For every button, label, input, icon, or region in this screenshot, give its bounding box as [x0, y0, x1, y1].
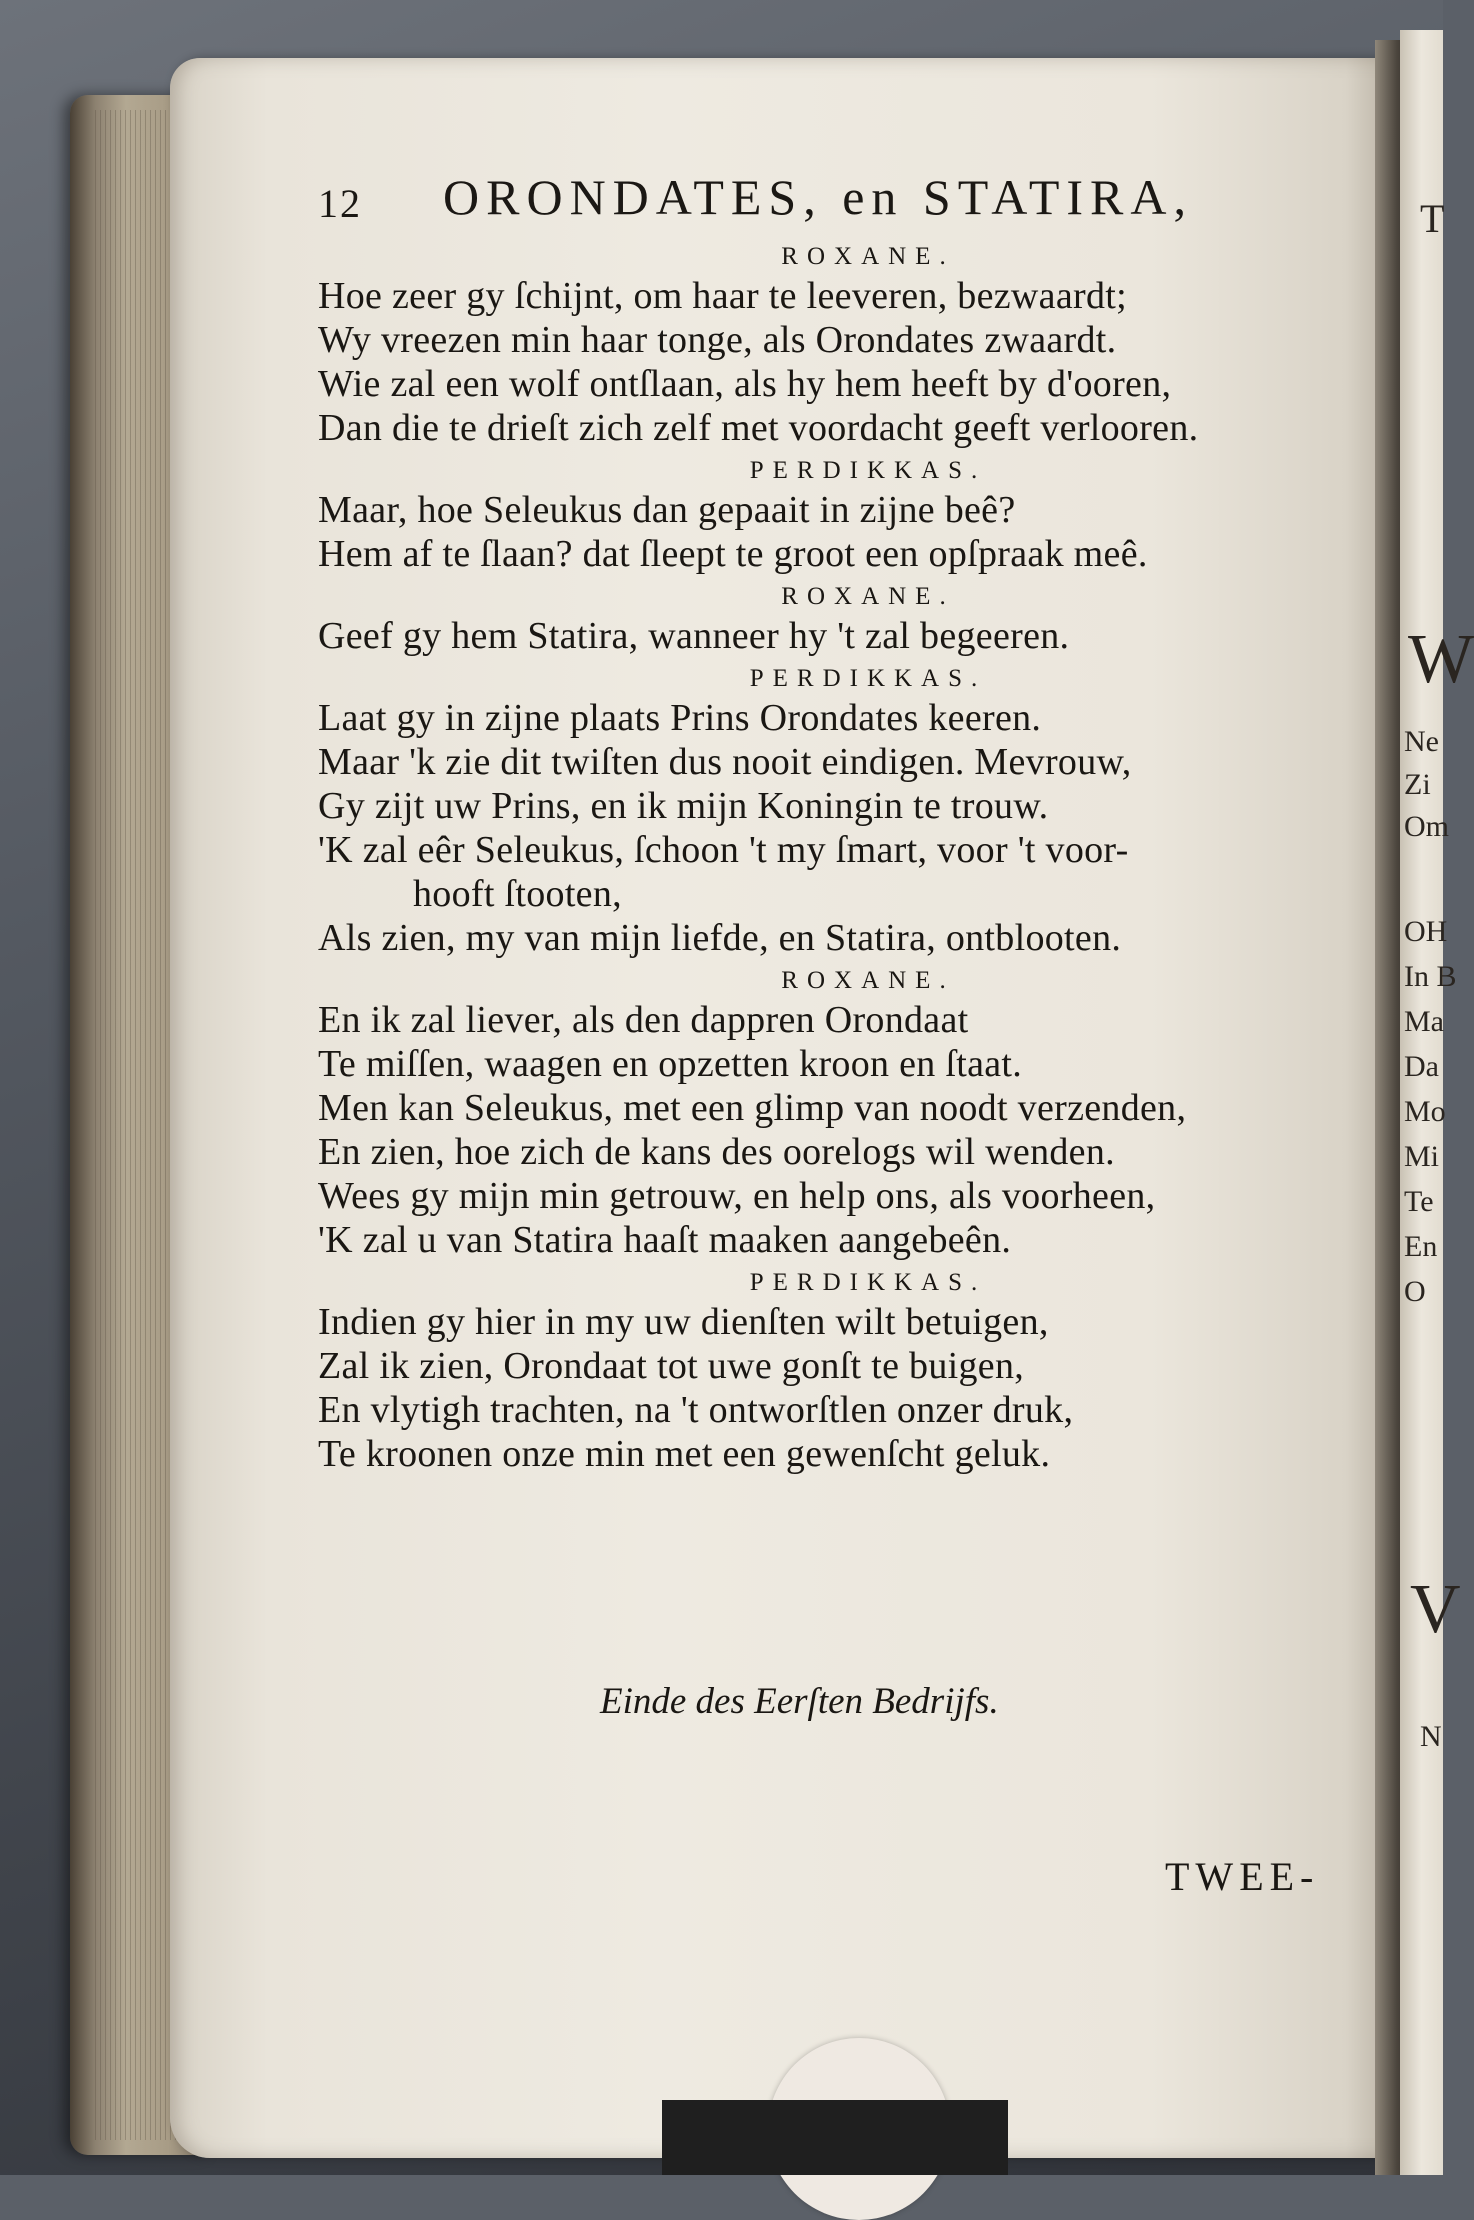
- verse-line: Geef gy hem Statira, wanneer hy 't zal begeeren.: [318, 615, 1070, 657]
- facing-fragment: N: [1420, 1720, 1442, 1753]
- facing-fragment: Te: [1404, 1185, 1434, 1218]
- verse-line: 'K zal u van Statira haaſt maaken aangebeên.: [318, 1219, 1012, 1261]
- facing-fragment: T: [1420, 196, 1445, 241]
- verse-line: Men kan Seleukus, met een glimp van noodt verzenden,: [318, 1087, 1187, 1129]
- catchword: TWEE-: [1165, 1854, 1320, 1899]
- facing-fragment: O: [1404, 1275, 1426, 1308]
- speaker-name: PERDIKKAS.: [749, 457, 987, 484]
- bottom-toolbar[interactable]: [662, 2100, 1008, 2175]
- speaker-name: ROXANE.: [781, 243, 955, 270]
- verse-line: Indien gy hier in my uw dienſten wilt betuigen,: [318, 1301, 1049, 1343]
- verse-line: En zien, hoe zich de kans des oorelogs wil wenden.: [318, 1131, 1115, 1173]
- verse-line: En ik zal liever, als den dappren Orondaat: [318, 999, 969, 1041]
- facing-fragment: Ne: [1404, 725, 1439, 758]
- verse-line: Wie zal een wolf ontſlaan, als hy hem heeft by d'ooren,: [318, 363, 1172, 405]
- verse-line: Maar, hoe Seleukus dan gepaait in zijne beê?: [318, 489, 1016, 531]
- facing-page: [1400, 30, 1474, 2175]
- speaker-name: PERDIKKAS.: [749, 665, 987, 692]
- facing-fragment: W: [1408, 621, 1474, 698]
- speaker-name: PERDIKKAS.: [749, 1269, 987, 1296]
- running-head: [318, 168, 1318, 238]
- page-number: 12: [318, 181, 362, 226]
- verse-line: Dan die te drieſt zich zelf met voordacht geeft verlooren.: [318, 407, 1199, 449]
- facing-fragment: Mo: [1404, 1095, 1446, 1128]
- speaker-name: ROXANE.: [781, 967, 955, 994]
- facing-fragment: Ma: [1404, 1005, 1444, 1038]
- verse-line: Te kroonen onze min met een gewenſcht geluk.: [318, 1433, 1051, 1475]
- facing-fragment: Zi: [1404, 768, 1431, 801]
- facing-fragment: Om: [1404, 810, 1449, 843]
- verse-line: En vlytigh trachten, na 't ontworſtlen onzer druk,: [318, 1389, 1074, 1431]
- facing-fragment: V: [1410, 1571, 1461, 1648]
- verse-line: Te miſſen, waagen en opzetten kroon en ſtaat.: [318, 1043, 1023, 1085]
- verse-line: Wy vreezen min haar tonge, als Orondates zwaardt.: [318, 319, 1117, 361]
- verse-line: hooft ſtooten,: [413, 873, 622, 915]
- facing-fragment: En: [1404, 1230, 1438, 1263]
- verse-line: 'K zal eêr Seleukus, ſchoon 't my ſmart, voor 't voor-: [318, 829, 1129, 871]
- act-end-line: Einde des Eerſten Bedrijfs.: [600, 1681, 999, 1722]
- facing-fragment: In B: [1404, 960, 1457, 993]
- verse-line: Gy zijt uw Prins, en ik mijn Koningin te trouw.: [318, 785, 1049, 827]
- speaker-name: ROXANE.: [781, 583, 955, 610]
- facing-fragment: Mi: [1404, 1140, 1440, 1173]
- verse-line: Laat gy in zijne plaats Prins Orondates keeren.: [318, 697, 1042, 739]
- running-title: ORONDATES, en STATIRA,: [443, 169, 1193, 225]
- verse-line: Wees gy mijn min getrouw, en help ons, als voorheen,: [318, 1175, 1156, 1217]
- verse-line: Hem af te ſlaan? dat ſleept te groot een opſpraak meê.: [318, 533, 1148, 575]
- verse-line: Als zien, my van mijn liefde, en Statira, ontblooten.: [318, 917, 1122, 959]
- verse-line: Zal ik zien, Orondaat tot uwe gonſt te buigen,: [318, 1345, 1025, 1387]
- facing-fragment: OH: [1404, 915, 1448, 948]
- facing-fragment: Da: [1404, 1050, 1439, 1083]
- verse-line: Hoe zeer gy ſchijnt, om haar te leeveren, bezwaardt;: [318, 275, 1127, 317]
- verse-line: Maar 'k zie dit twiſten dus nooit eindigen. Mevrouw,: [318, 741, 1132, 783]
- play-text: [318, 236, 1338, 1476]
